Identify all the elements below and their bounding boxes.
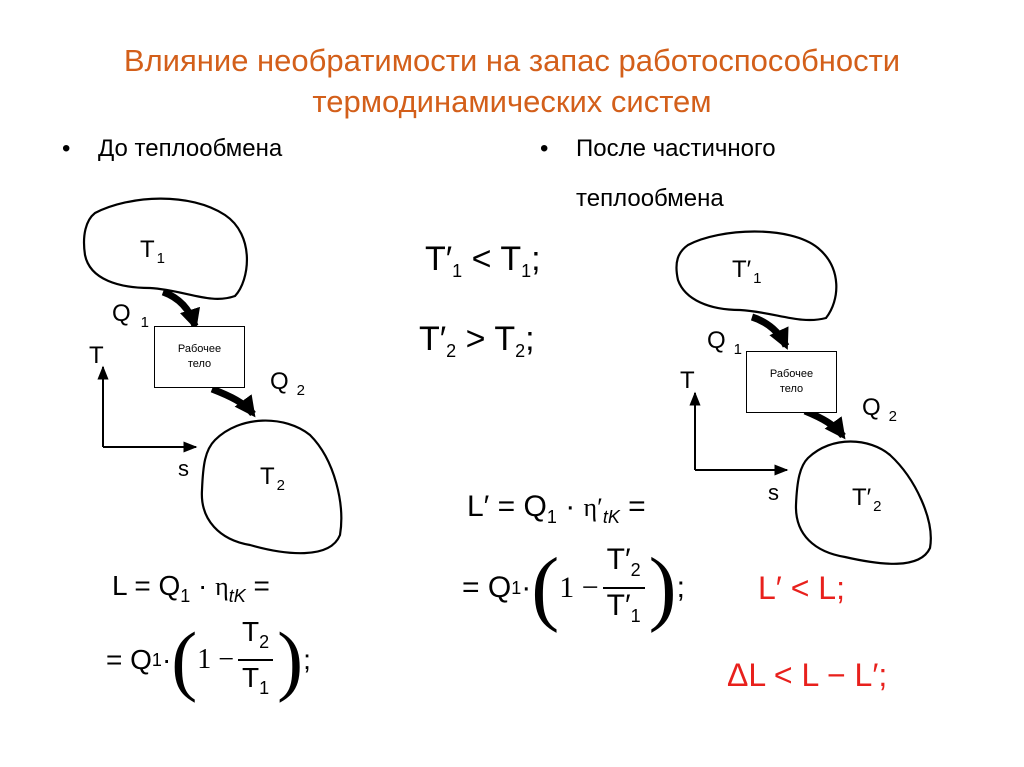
conclusion-work-less: L′ < L; [758,570,845,606]
left-q1-arrow [163,292,195,326]
left-cold-temp-label: T $_2$ [260,463,286,494]
right-hot-temp-label: T′ $_1$ [732,256,762,287]
left-q1-label: Q $_1$ [112,300,150,331]
left-q2-label: Q $_2$ [270,368,306,399]
right-work-formula-line-1: $L' = Q_1 \cdot \eta'_{tK}$ = [467,490,646,527]
left-hot-temp-label: T $_1$ [140,236,166,267]
conclusion-work-loss: ΔL < L − L′; [727,657,888,693]
right-cold-temp-label: T′ $_2$ [852,484,882,515]
left-box-line-1: Рабочее [177,343,222,355]
right-box-line-2: тело [779,383,804,395]
right-box-line-1: Рабочее [769,368,814,380]
title-line-2: термодинамических систем [312,84,712,119]
right-s-axis-label: s [768,480,779,505]
left-box-line-2: тело [187,358,212,370]
left-working-body-box [154,326,245,388]
inequality-t1: $T'_1 < T_1$; [425,240,541,281]
left-work-formula-line-1: $L = Q_1 \cdot \eta_{tK}$ = [112,570,270,606]
inequality-t2: $T'_2 > T_2$; [419,320,535,361]
right-working-body-box [746,351,837,413]
left-hot-reservoir-blob [84,199,247,299]
right-q1-label: Q $_1$ [707,327,743,358]
bullet-after-text-1: После частичного [576,135,776,162]
title-line-1: Влияние необратимости на запас работоспособности [123,43,901,78]
left-work-formula-line-2: = Q 1 · ( 1 − $\frac{T_2}{T_1}$ ) ; [106,616,311,703]
left-q2-arrow [212,389,253,414]
bullet-dot: • [540,135,549,162]
bullet-before-text: До теплообмена [98,135,283,162]
right-q1-arrow [752,317,786,346]
right-q2-label: Q $_2$ [862,394,898,425]
left-s-axis-label: s [178,456,189,481]
right-q2-arrow [805,411,843,436]
bullet-dot: • [62,135,71,162]
left-t-axis-label: T [89,342,104,369]
right-t-axis-label: T [680,367,695,394]
bullet-after-text-2: теплообмена [576,185,724,212]
right-work-formula-line-2: = Q 1 · ( 1 − $\frac{T'_2}{T'_1}$ ) ; [462,541,685,634]
